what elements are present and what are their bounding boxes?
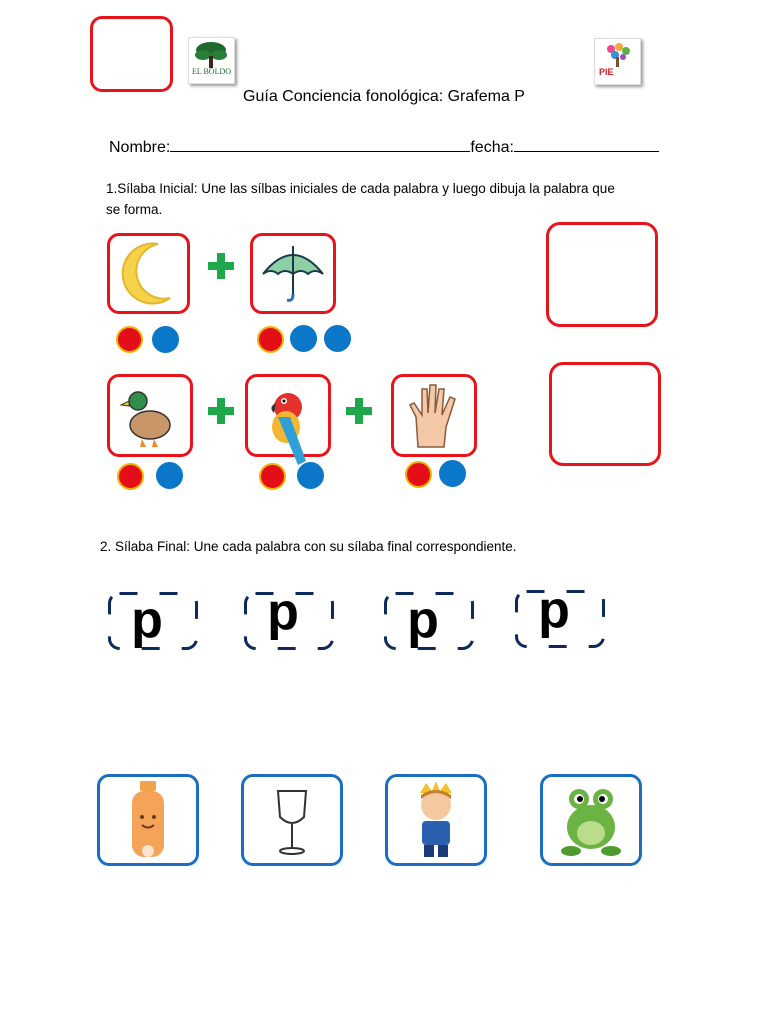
umbrella-icon <box>253 236 333 311</box>
parrot-icon <box>248 377 328 472</box>
prince-icon <box>388 777 484 863</box>
date-field[interactable] <box>514 137 659 152</box>
name-label: Nombre: <box>109 139 171 156</box>
syllable-dot-red <box>405 461 432 488</box>
frog-icon <box>543 777 639 863</box>
moon-icon <box>110 236 187 311</box>
pie-logo <box>594 38 641 85</box>
wine-glass-icon <box>244 777 340 863</box>
picture-card-frog[interactable] <box>540 774 642 866</box>
picture-card-glass[interactable] <box>241 774 343 866</box>
plus-icon <box>208 253 234 279</box>
picture-card-umbrella <box>250 233 336 314</box>
syllable-dot-red <box>117 463 144 490</box>
name-field[interactable] <box>170 137 470 152</box>
picture-card-prince[interactable] <box>385 774 487 866</box>
duck-icon <box>110 377 190 454</box>
draw-word-box-2[interactable] <box>549 362 661 466</box>
picture-card-duck <box>107 374 193 457</box>
plus-icon <box>346 398 372 424</box>
section1-instruction-line1: 1.Sílaba Inicial: Une las sílbas iniciales de cada palabra y luego dibuja la palabra que <box>106 181 615 196</box>
syllable-letter: p <box>267 583 299 641</box>
syllable-dot-blue <box>439 460 466 487</box>
syllable-dot-blue <box>297 462 324 489</box>
tree-icon <box>189 38 234 83</box>
name-date-line <box>109 137 659 158</box>
syllable-letter: p <box>131 591 163 649</box>
draw-word-box-1[interactable] <box>546 222 658 327</box>
section1-instruction-line2: se forma. <box>106 202 163 217</box>
syllable-box-1[interactable] <box>108 592 198 650</box>
syllable-dot-red <box>257 326 284 353</box>
syllable-box-4[interactable] <box>515 581 605 648</box>
syllable-box-2[interactable] <box>244 583 334 650</box>
syllable-dot-red <box>116 326 143 353</box>
picture-card-hand <box>391 374 477 457</box>
syllable-dot-blue <box>156 462 183 489</box>
date-label: fecha: <box>470 139 514 156</box>
school-logo-text: EL BOLDO <box>191 67 232 76</box>
pie-logo-text: PIE <box>599 67 614 77</box>
syllable-dot-red <box>259 463 286 490</box>
syllable-letter: p <box>407 591 439 649</box>
syllable-letter: p <box>538 581 570 639</box>
syllable-dot-blue <box>152 326 179 353</box>
school-logo <box>188 37 235 84</box>
shampoo-bottle-icon <box>100 777 196 863</box>
picture-card-parrot <box>245 374 331 457</box>
syllable-dot-blue <box>290 325 317 352</box>
page-title: Guía Conciencia fonológica: Grafema P <box>243 88 525 105</box>
plus-icon <box>208 398 234 424</box>
picture-card-moon <box>107 233 190 314</box>
syllable-box-3[interactable] <box>384 592 474 650</box>
colorful-tree-icon <box>595 39 640 84</box>
hand-icon <box>394 377 474 454</box>
picture-card-shampoo[interactable] <box>97 774 199 866</box>
name-drawing-box[interactable] <box>90 16 173 92</box>
section2-instruction: 2. Sílaba Final: Une cada palabra con su sílaba final correspondiente. <box>100 539 517 554</box>
syllable-dot-blue <box>324 325 351 352</box>
